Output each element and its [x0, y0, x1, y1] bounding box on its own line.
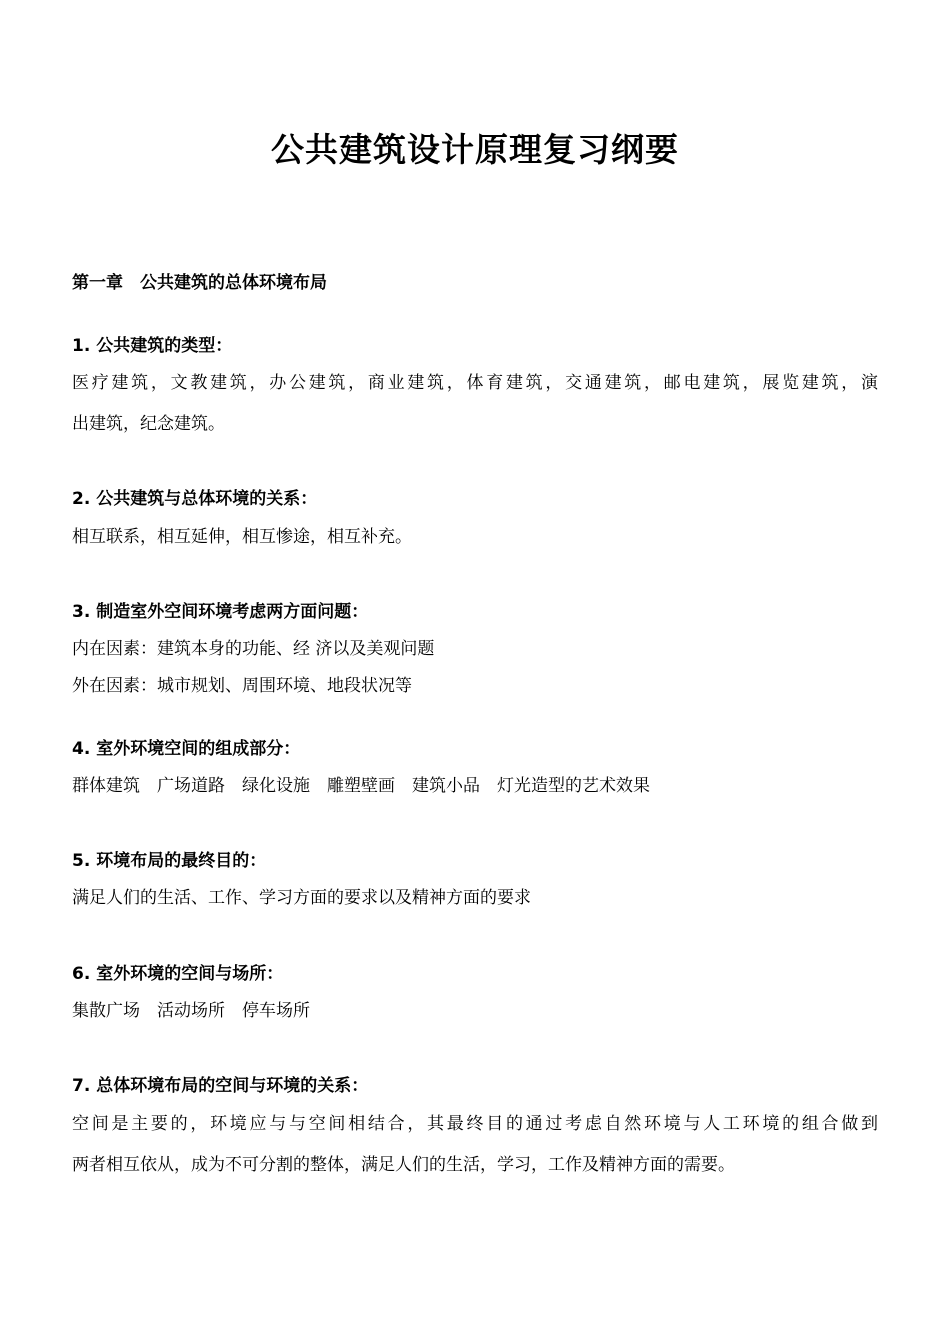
- section-1-line-2: 出建筑，纪念建筑。: [72, 414, 225, 434]
- section-5-line-1: 满足人们的生活、工作、学习方面的要求以及精神方面的要求: [72, 888, 531, 908]
- section-3-line-2: 外在因素：城市规划、周围环境、地段状况等: [72, 676, 412, 696]
- section-7-line-1: 空间是主要的，环境应与与空间相结合，其最终目的通过考虑自然环境与人工环境的组合做到: [72, 1114, 878, 1134]
- section-6-heading: 6. 室外环境的空间与场所：: [72, 964, 284, 984]
- section-2-line-1: 相互联系，相互延伸，相互惨途，相互补充。: [72, 527, 412, 547]
- section-3-heading: 3. 制造室外空间环境考虑两方面问题：: [72, 602, 369, 622]
- section-4-line-1: 群体建筑 广场道路 绿化设施 雕塑壁画 建筑小品 灯光造型的艺术效果: [72, 776, 650, 796]
- section-2-heading: 2. 公共建筑与总体环境的关系：: [72, 489, 318, 509]
- section-1-line-1: 医疗建筑，文教建筑，办公建筑，商业建筑，体育建筑，交通建筑，邮电建筑，展览建筑，演: [72, 373, 878, 393]
- section-7-line-2: 两者相互依从，成为不可分割的整体，满足人们的生活，学习，工作及精神方面的需要。: [72, 1155, 735, 1175]
- section-4-heading: 4. 室外环境空间的组成部分：: [72, 739, 301, 759]
- section-6-line-1: 集散广场 活动场所 停车场所: [72, 1001, 310, 1021]
- section-3-line-1: 内在因素：建筑本身的功能、经 济以及美观问题: [72, 639, 435, 659]
- section-7-heading: 7. 总体环境布局的空间与环境的关系：: [72, 1076, 369, 1096]
- chapter-heading: 第一章 公共建筑的总体环境布局: [72, 273, 327, 293]
- section-5-heading: 5. 环境布局的最终目的：: [72, 851, 267, 871]
- section-1-heading: 1. 公共建筑的类型：: [72, 336, 233, 356]
- document-title: 公共建筑设计原理复习纲要: [271, 130, 679, 169]
